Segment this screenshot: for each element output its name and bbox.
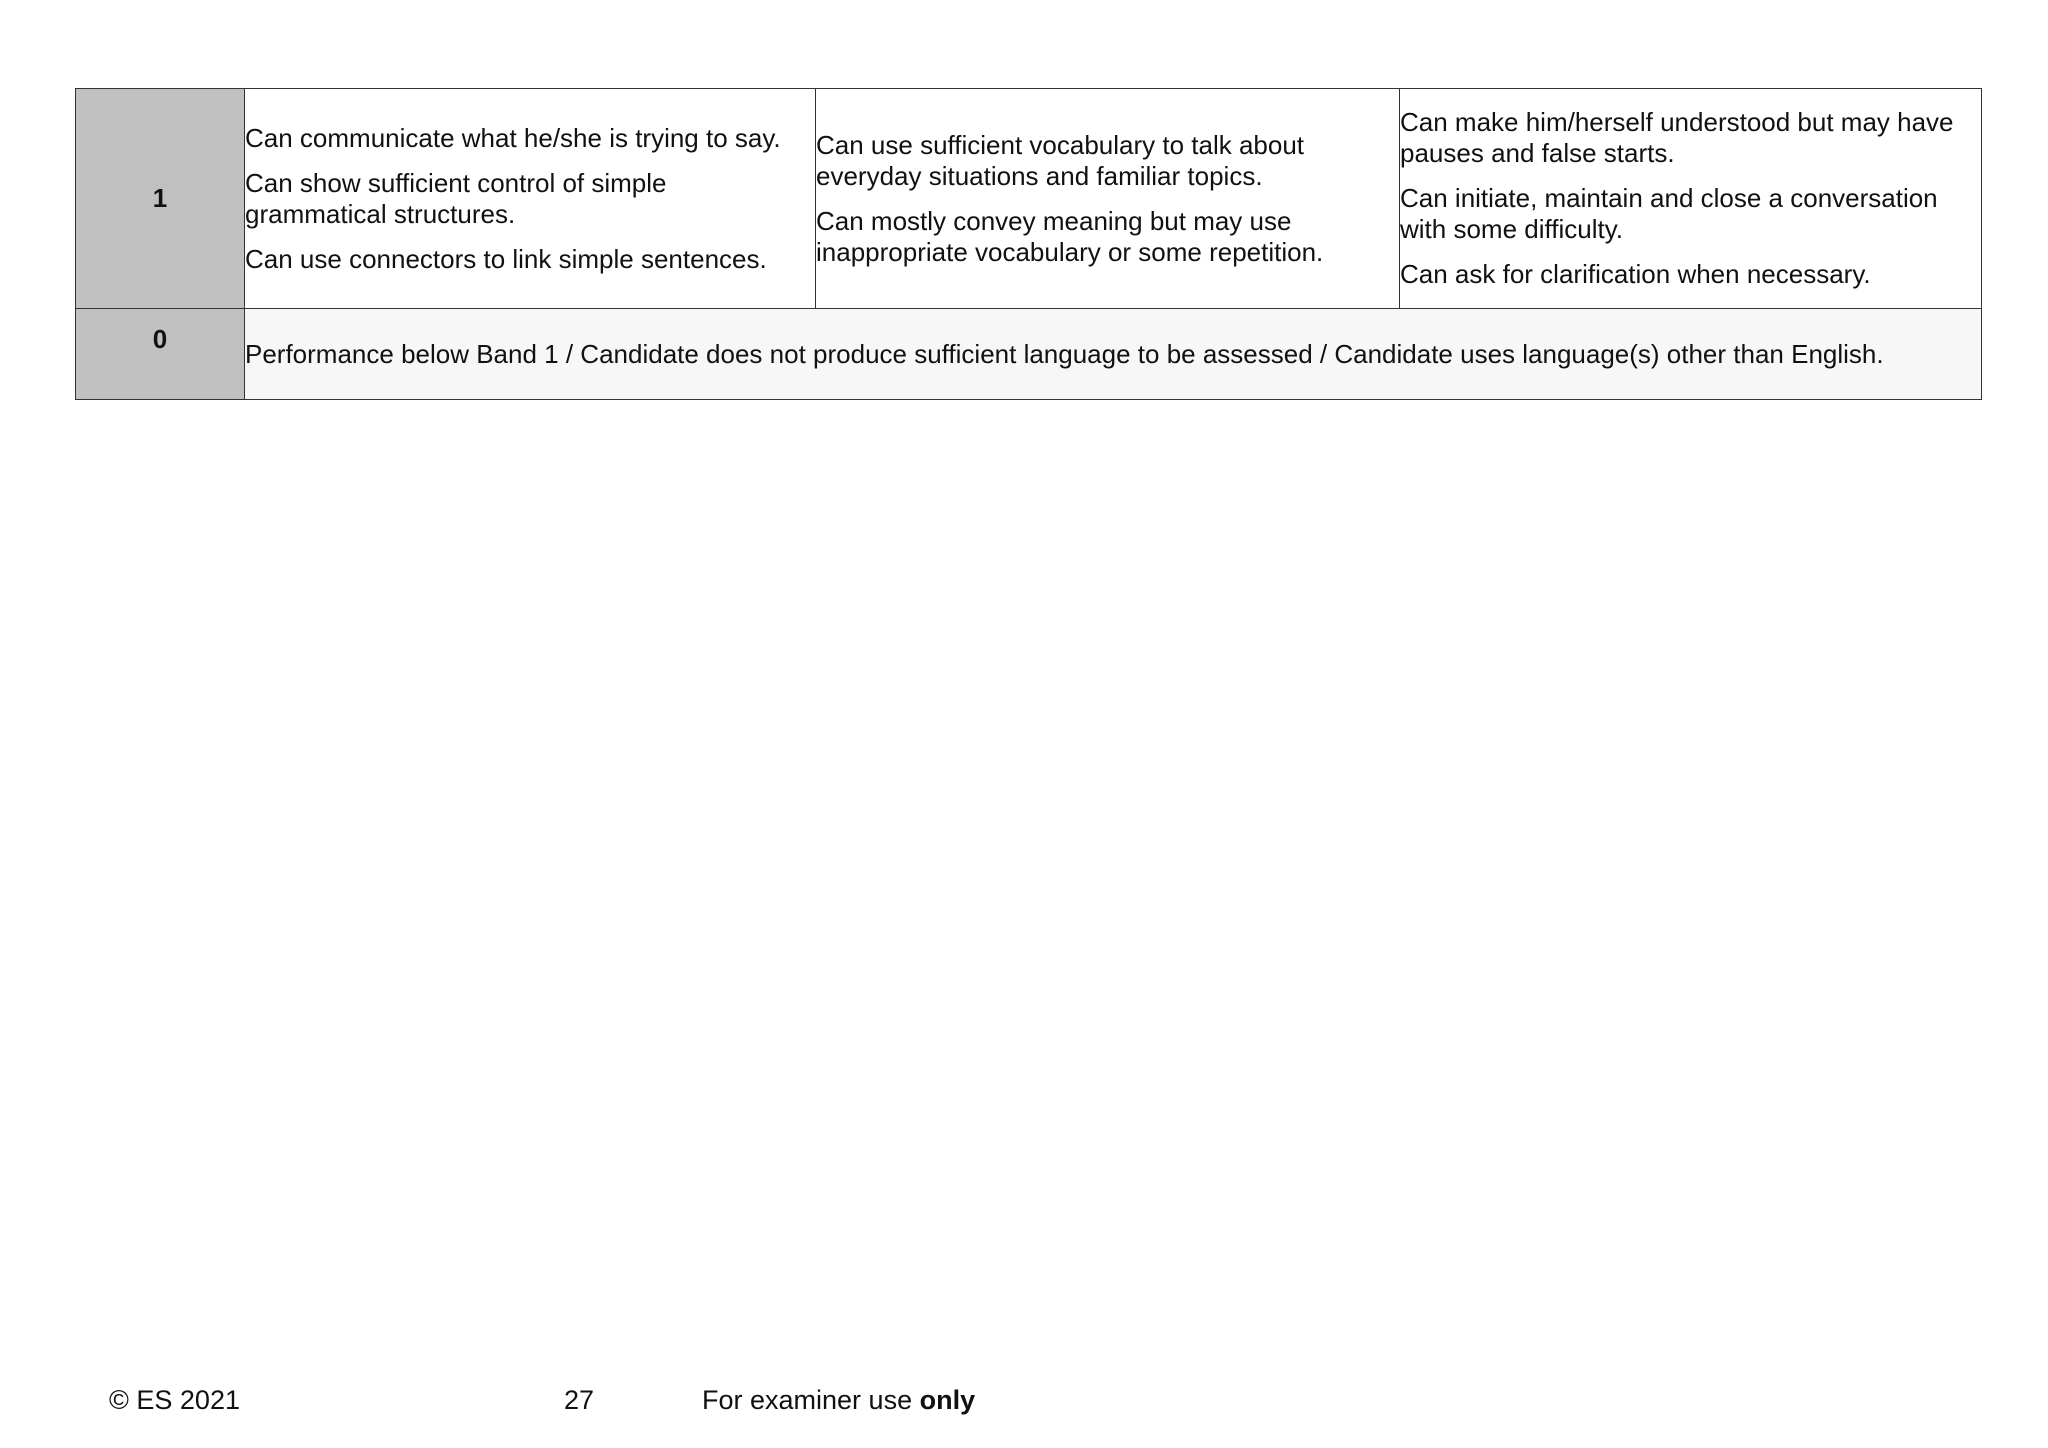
descriptor-text: Can make him/herself understood but may have pauses and false starts. [1400,107,1954,168]
band-1-vocabulary-descriptors [816,89,1400,309]
descriptor-text: Can use connectors to link simple sentences. [245,243,767,274]
band-1-grammar-descriptors [245,89,816,309]
footer-note-text: For examiner use [702,1385,920,1415]
footer-note-emphasis: only [919,1385,976,1415]
footer-examiner-note [702,1384,975,1416]
band-0-descriptor: Performance below Band 1 / Candidate does not produce sufficient language to be assessed / Candidate uses language(s) other than English. [245,309,1982,400]
descriptor-text: Can mostly convey meaning but may use inappropriate vocabulary or some repetition. [816,205,1324,267]
descriptor-text: Can ask for clarification when necessary. [1400,259,1871,289]
band-score-1: 1 [76,89,245,309]
band-1-row [76,89,1982,309]
footer-copyright: © ES 2021 [109,1385,240,1415]
assessment-rubric-table [75,88,1982,400]
descriptor-text: Can use sufficient vocabulary to talk about everyday situations and familiar topics. [816,129,1305,191]
band-0-row [76,309,1982,400]
band-1-interaction-descriptors [1400,89,1982,309]
descriptor-text: Can initiate, maintain and close a conversation with some difficulty. [1400,183,1938,244]
descriptor-text: Can show sufficient control of simple grammatical structures. [245,167,667,229]
band-score-0: 0 [76,309,245,400]
descriptor-text: Can communicate what he/she is trying to say. [245,122,781,153]
footer-page-number: 27 [564,1385,595,1415]
